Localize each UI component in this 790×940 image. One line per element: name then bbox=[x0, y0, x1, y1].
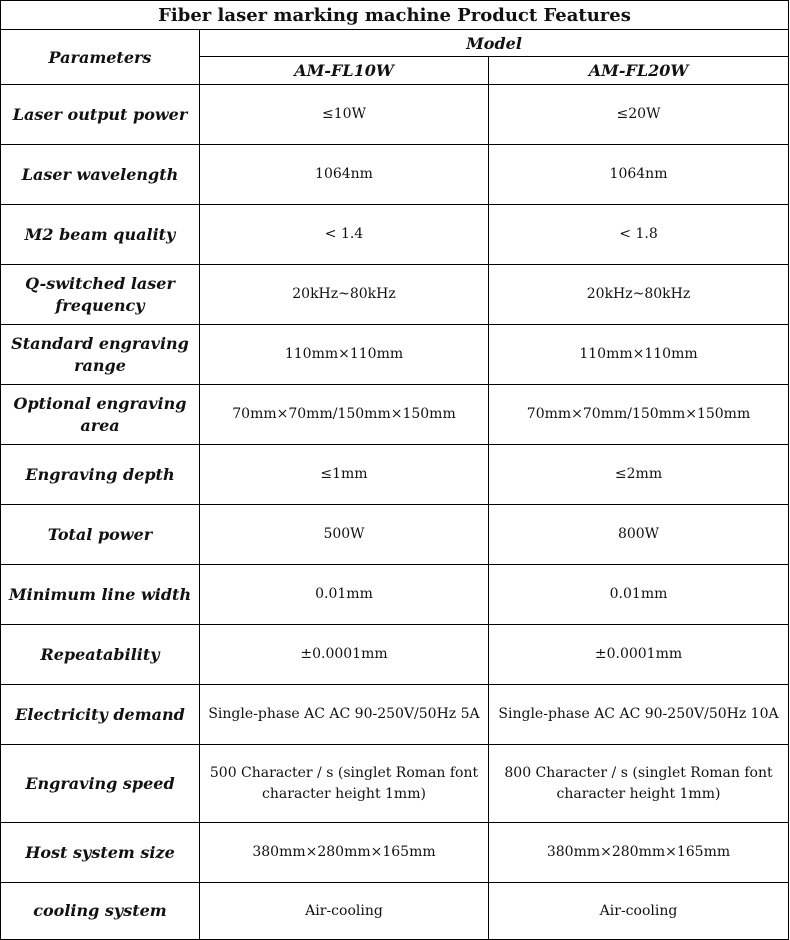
table-row bbox=[1, 325, 789, 385]
value-cell-model-2: ±0.0001mm bbox=[489, 625, 789, 685]
parameter-label: Total power bbox=[1, 505, 200, 565]
model-name-2: AM-FL20W bbox=[489, 57, 789, 85]
table-row bbox=[1, 565, 789, 625]
parameter-label: Engraving speed bbox=[1, 745, 200, 823]
value-cell-model-2: 380mm×280mm×165mm bbox=[489, 823, 789, 883]
value-cell-model-1: 500W bbox=[200, 505, 489, 565]
value-cell-model-2: < 1.8 bbox=[489, 205, 789, 265]
value-cell-model-1: 70mm×70mm/150mm×150mm bbox=[200, 385, 489, 445]
table-row bbox=[1, 625, 789, 685]
value-cell-model-1: Single-phase AC AC 90-250V/50Hz 5A bbox=[200, 685, 489, 745]
parameter-label: Engraving depth bbox=[1, 445, 200, 505]
model-header: Model bbox=[200, 30, 789, 57]
value-cell-model-1: 0.01mm bbox=[200, 565, 489, 625]
parameter-label: Minimum line width bbox=[1, 565, 200, 625]
table-row bbox=[1, 85, 789, 145]
parameter-label: cooling system bbox=[1, 883, 200, 940]
value-cell-model-1: ≤10W bbox=[200, 85, 489, 145]
value-cell-model-1: 380mm×280mm×165mm bbox=[200, 823, 489, 883]
value-cell-model-2: ≤2mm bbox=[489, 445, 789, 505]
header-row-model bbox=[1, 30, 789, 57]
value-cell-model-1: < 1.4 bbox=[200, 205, 489, 265]
value-cell-model-2: Single-phase AC AC 90-250V/50Hz 10A bbox=[489, 685, 789, 745]
parameter-label: Optional engraving area bbox=[1, 385, 200, 445]
table-row bbox=[1, 745, 789, 823]
parameter-label: Q-switched laser frequency bbox=[1, 265, 200, 325]
value-cell-model-1: ±0.0001mm bbox=[200, 625, 489, 685]
parameters-header: Parameters bbox=[1, 30, 200, 85]
parameter-label: Host system size bbox=[1, 823, 200, 883]
table-row bbox=[1, 205, 789, 265]
parameter-label: Electricity demand bbox=[1, 685, 200, 745]
value-cell-model-2: 0.01mm bbox=[489, 565, 789, 625]
value-cell-model-2: 1064nm bbox=[489, 145, 789, 205]
table-row bbox=[1, 145, 789, 205]
table-row bbox=[1, 385, 789, 445]
parameter-label: Repeatability bbox=[1, 625, 200, 685]
title-row bbox=[1, 1, 789, 30]
table-row bbox=[1, 883, 789, 940]
value-cell-model-2: 800 Character / s (singlet Roman font character height 1mm) bbox=[489, 745, 789, 823]
table-row bbox=[1, 445, 789, 505]
parameter-label: M2 beam quality bbox=[1, 205, 200, 265]
table-row bbox=[1, 505, 789, 565]
parameter-label: Standard engraving range bbox=[1, 325, 200, 385]
value-cell-model-1: 20kHz~80kHz bbox=[200, 265, 489, 325]
table-row bbox=[1, 823, 789, 883]
value-cell-model-2: 800W bbox=[489, 505, 789, 565]
table-title: Fiber laser marking machine Product Features bbox=[1, 1, 789, 30]
table-row bbox=[1, 685, 789, 745]
value-cell-model-2: 110mm×110mm bbox=[489, 325, 789, 385]
value-cell-model-1: Air-cooling bbox=[200, 883, 489, 940]
parameter-label: Laser output power bbox=[1, 85, 200, 145]
value-cell-model-2: Air-cooling bbox=[489, 883, 789, 940]
value-cell-model-2: ≤20W bbox=[489, 85, 789, 145]
value-cell-model-1: 110mm×110mm bbox=[200, 325, 489, 385]
value-cell-model-1: 1064nm bbox=[200, 145, 489, 205]
table-row bbox=[1, 265, 789, 325]
model-name-1: AM-FL10W bbox=[200, 57, 489, 85]
value-cell-model-2: 20kHz~80kHz bbox=[489, 265, 789, 325]
parameter-label: Laser wavelength bbox=[1, 145, 200, 205]
value-cell-model-1: 500 Character / s (singlet Roman font character height 1mm) bbox=[200, 745, 489, 823]
value-cell-model-1: ≤1mm bbox=[200, 445, 489, 505]
value-cell-model-2: 70mm×70mm/150mm×150mm bbox=[489, 385, 789, 445]
